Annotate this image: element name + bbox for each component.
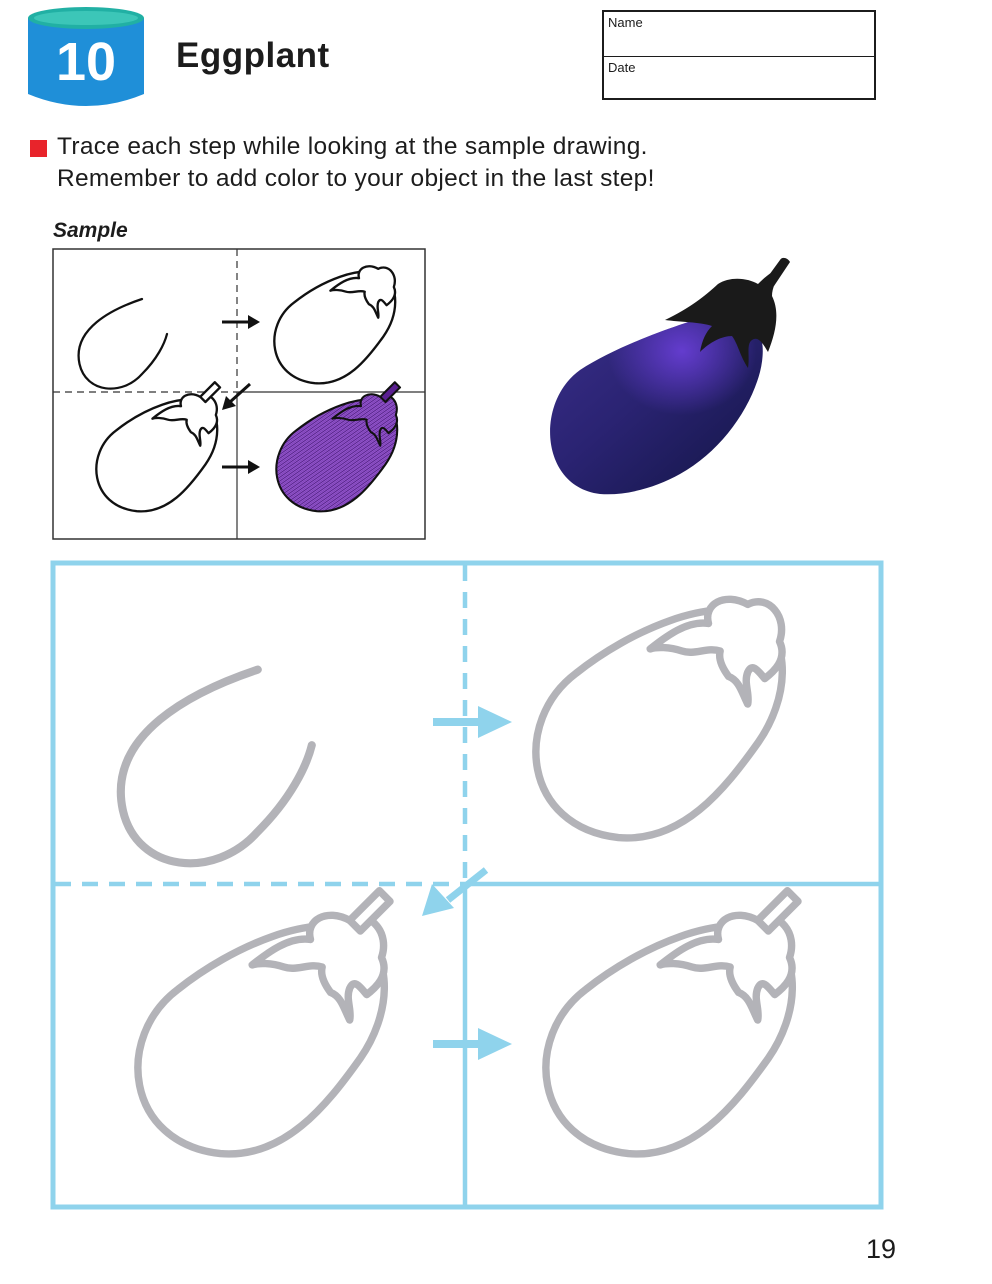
lesson-number-badge xyxy=(28,6,144,110)
date-field[interactable] xyxy=(604,57,874,102)
eggplant-illustration xyxy=(540,252,800,502)
red-square-bullet-icon xyxy=(30,140,47,157)
name-field[interactable] xyxy=(604,12,874,57)
instructions xyxy=(57,131,655,195)
name-label: Name xyxy=(608,15,643,30)
lesson-number: 10 xyxy=(55,32,117,92)
instruction-line-1: Trace each step while looking at the sample drawing. xyxy=(57,133,648,160)
page-title: Eggplant xyxy=(176,36,330,75)
name-date-box xyxy=(602,10,876,100)
sample-label: Sample xyxy=(53,219,128,242)
tracing-grid xyxy=(50,560,884,1212)
page-number: 19 xyxy=(866,1234,897,1264)
instruction-line-2: Remember to add color to your object in the last step! xyxy=(57,165,655,192)
sample-steps-grid xyxy=(52,248,426,540)
date-label: Date xyxy=(608,60,636,75)
